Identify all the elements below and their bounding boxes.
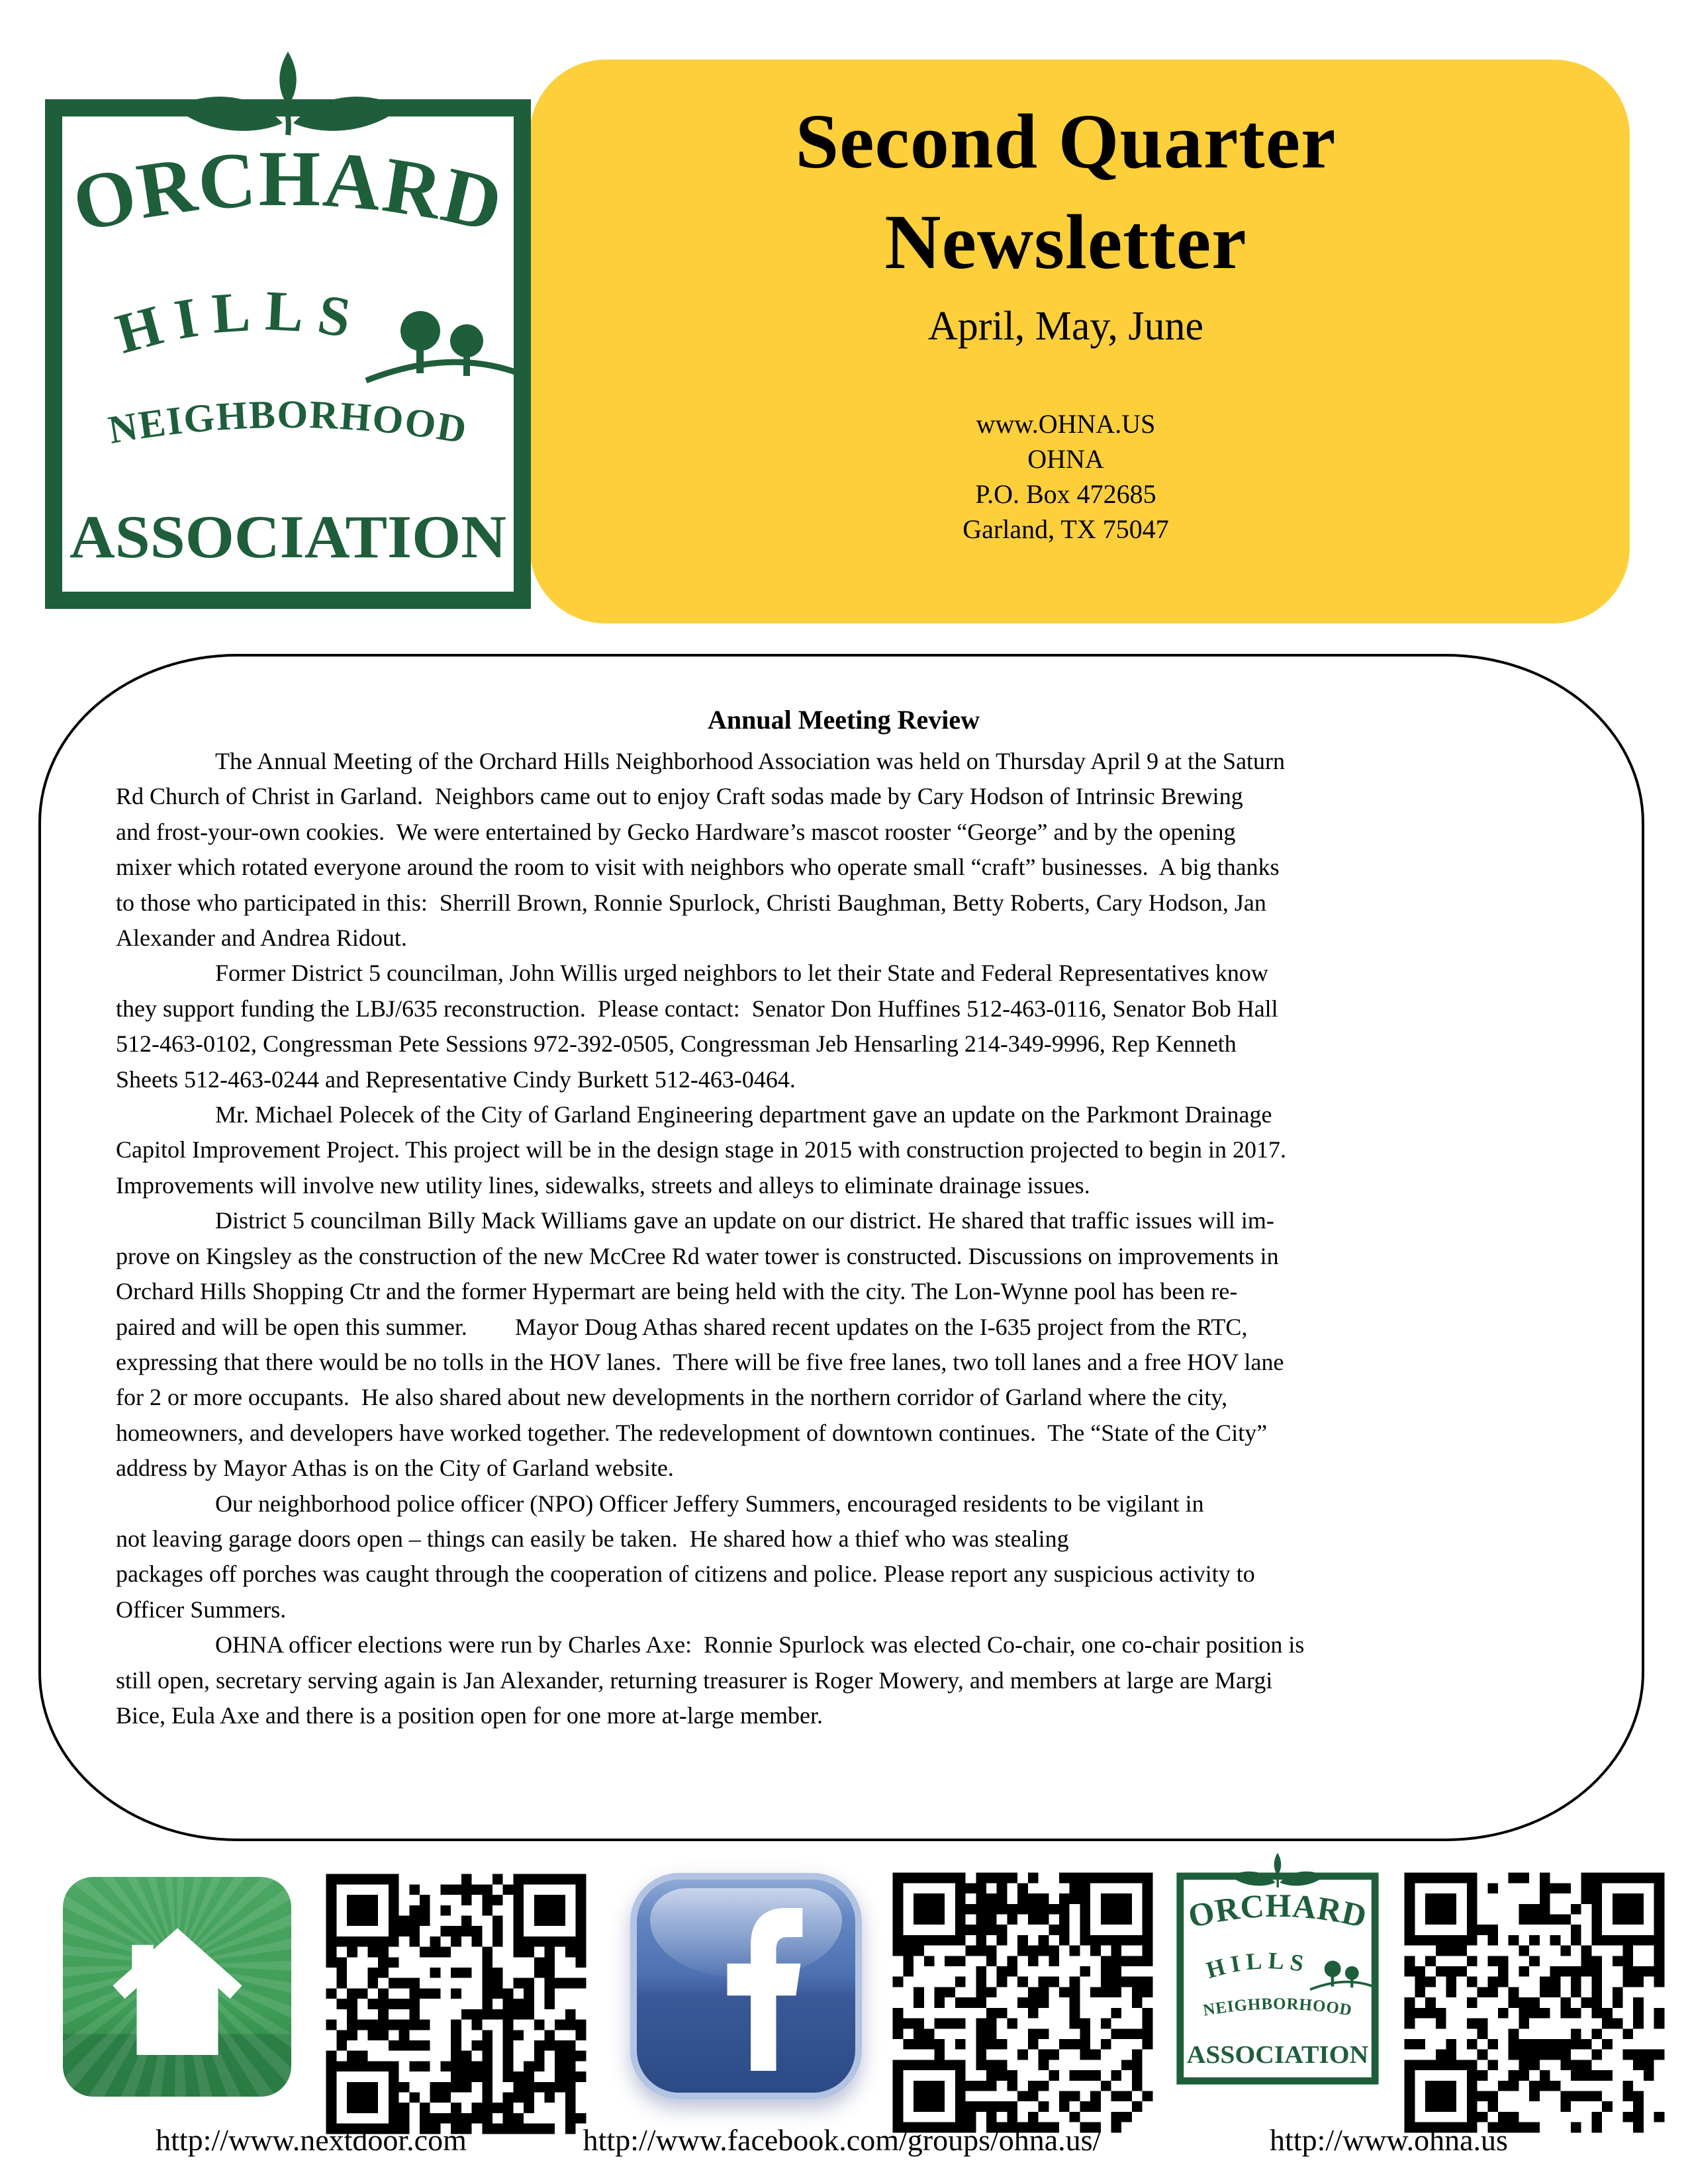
article-line: homeowners, and developers have worked together. The redevelopment of downtown continues. The “State of the City” [116, 1419, 1268, 1446]
article-line: for 2 or more occupants. He also shared about new developments in the northern corridor of Garland where the city, [116, 1384, 1228, 1411]
article-line: 512-463-0102, Congressman Pete Sessions 972-392-0505, Congressman Jeb Hensarling 214-349-9996, Rep Kenneth [116, 1030, 1237, 1058]
facebook-f-glyph [685, 1901, 808, 2071]
org-website: www.OHNA.US [976, 409, 1156, 439]
logo-word-orchard: ORCHARD [1184, 1887, 1371, 1935]
logo-leaves-icon [174, 52, 402, 135]
article-line: The Annual Meeting of the Orchard Hills Neighborhood Association was held on Thursday April 9 at the Saturn [215, 748, 1286, 774]
nextdoor-icon [63, 1877, 291, 2097]
article-line: Capitol Improvement Project. This project will be in the design stage in 2015 with construction projected to begin in 2017. [116, 1136, 1287, 1163]
qr-code-facebook [882, 1862, 1163, 2143]
article-line: paired and will be open this summer. Mayor Doug Athas shared recent updates on the I-635 project from the RTC, [116, 1313, 1248, 1340]
article-line: and frost-your-own cookies. We were entertained by Gecko Hardware’s mascot rooster “George” and by the opening [116, 818, 1236, 845]
house-icon [103, 1909, 252, 2065]
article-line: Rd Church of Christ in Garland. Neighbors came out to enjoy Craft sodas made by Cary Hodson of Intrinsic Brewing [116, 783, 1243, 810]
article-line: Former District 5 councilman, John Willis urged neighbors to let their State and Federal Representatives know [215, 960, 1268, 987]
logo-word-neighborhood: NEIGHBORHOOD [1201, 1995, 1354, 2020]
article-line: they support funding the LBJ/635 reconstruction. Please contact: Senator Don Huffines 512-463-0116, Senator Bob Hall [116, 995, 1278, 1022]
nextdoor-url-link[interactable]: http://www.nextdoor.com [156, 2123, 467, 2157]
logo-word-association: ASSOCIATION [1186, 2041, 1369, 2070]
article-body [116, 744, 1571, 1733]
org-address-block [549, 406, 1582, 547]
article-line: Mr. Michael Polecek of the City of Garland Engineering department gave an update on the Parkmont Drainage [215, 1101, 1272, 1128]
org-city-state-zip: Garland, TX 75047 [962, 514, 1169, 544]
logo-word-hills: HILLS [1203, 1947, 1311, 1983]
newsletter-title-line1: Second Quarter [795, 98, 1336, 185]
qr-code-ohna [1394, 1862, 1675, 2143]
logo-word-hills: HILLS [109, 278, 369, 366]
ohna-logo-svg [1173, 1850, 1382, 2087]
article-line: address by Mayor Athas is on the City of Garland website. [116, 1455, 674, 1482]
newsletter-title-line2: Newsletter [884, 199, 1247, 285]
article-line: Officer Summers. [116, 1596, 287, 1623]
article-line: OHNA officer elections were run by Charles Axe: Ronnie Spurlock was elected Co-chair, one co-chair position is [215, 1631, 1305, 1659]
article-line: Improvements will involve new utility lines, sidewalks, streets and alleys to eliminate drainage issues. [116, 1171, 1090, 1199]
article-line: Bice, Eula Axe and there is a position open for one more at-large member. [116, 1702, 823, 1729]
article-line: District 5 councilman Billy Mack Williams gave an update on our district. He shared that traffic issues will im- [215, 1207, 1274, 1234]
article-line: Sheets 512-463-0244 and Representative Cindy Burkett 512-463-0464. [116, 1066, 796, 1093]
article-line: Orchard Hills Shopping Ctr and the former Hypermart are being held with the city. The Lon-Wynne pool has been re- [116, 1278, 1238, 1305]
org-po-box: P.O. Box 472685 [975, 479, 1156, 509]
logo-word-orchard: ORCHARD [64, 134, 512, 249]
article-line: expressing that there would be no tolls in the HOV lanes. There will be five free lanes, two toll lanes and a free HOV lane [116, 1348, 1284, 1375]
ohna-logo-large [36, 46, 539, 615]
article-line: mixer which rotated everyone around the room to visit with neighbors who operate small “craft” businesses. A big thanks [116, 854, 1280, 881]
header-content [549, 91, 1582, 547]
org-abbreviation: OHNA [1027, 444, 1104, 474]
article-line: still open, secretary serving again is Jan Alexander, returning treasurer is Roger Mowery, and members at large are Margi [116, 1666, 1273, 1694]
facebook-icon [630, 1873, 862, 2099]
article-line: to those who participated in this: Sherrill Brown, Ronnie Spurlock, Christi Baughman, Betty Roberts, Cary Hodson, Jan [116, 889, 1266, 916]
logo-word-association: ASSOCIATION [70, 503, 506, 570]
ohna-logo-small [1173, 1850, 1382, 2087]
logo-leaves-icon [1230, 1853, 1325, 1888]
article-box [38, 654, 1644, 1841]
article-line: not leaving garage doors open – things can easily be taken. He shared how a thief who was stealing [116, 1525, 1069, 1552]
qr-code-nextdoor [316, 1864, 596, 2144]
ohna-logo-svg [36, 46, 539, 615]
newsletter-subtitle: April, May, June [927, 304, 1204, 349]
article-heading: Annual Meeting Review [707, 705, 980, 735]
article-line: Alexander and Andrea Ridout. [116, 925, 407, 952]
logo-word-neighborhood: NEIGHBORHOOD [105, 392, 471, 452]
article-line: prove on Kingsley as the construction of the new McCree Rd water tower is constructed. Discussions on improvements in [116, 1242, 1279, 1269]
article-line: packages off porches was caught through the cooperation of citizens and police. Please report any suspicious activity to [116, 1561, 1255, 1588]
article-line: Our neighborhood police officer (NPO) Officer Jeffery Summers, encouraged residents to be vigilant in [215, 1490, 1204, 1517]
facebook-url-link[interactable]: http://www.facebook.com/groups/ohna.us/ [583, 2123, 1102, 2157]
ohna-url-link[interactable]: http://www.ohna.us [1270, 2123, 1508, 2157]
